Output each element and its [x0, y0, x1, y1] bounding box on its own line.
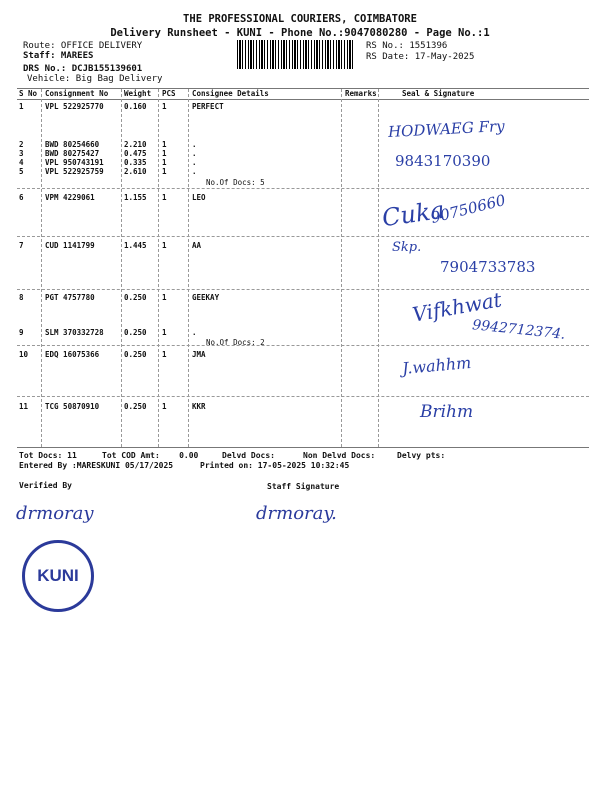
signature-row6-name: Cuka	[380, 195, 447, 233]
vehicle-label: Vehicle: Big Bag Delivery	[27, 74, 163, 84]
row9-sno: 9	[19, 328, 24, 337]
printed-on: Printed on: 17-05-2025 10:32:45	[200, 461, 350, 470]
col-header-seal: Seal & Signature	[402, 89, 475, 98]
signature-row7-name: Skp.	[392, 240, 422, 255]
row6-consignment: VPM 4229061	[45, 193, 95, 202]
verified-by-label: Verified By	[19, 481, 72, 490]
row11-pcs: 1	[162, 402, 167, 411]
row10-weight: 0.250	[124, 350, 147, 359]
row2-consignment: BWD 80254660	[45, 140, 100, 149]
signature-row1-name: HODWAEG Fry	[387, 116, 506, 142]
row3-consignment: BWD 80275427	[45, 149, 100, 158]
col-header-sno: S No	[19, 89, 38, 98]
staff-signature-label: Staff Signature	[267, 482, 340, 491]
row1-weight: 0.160	[124, 102, 147, 111]
signature-row6-phone: 90750660	[428, 191, 508, 227]
col-header-consignment: Consignment No	[45, 89, 109, 98]
total-docs: Tot Docs: 11	[19, 451, 77, 460]
row10-consignee: JMA	[192, 350, 206, 359]
row2-pcs: 1	[162, 140, 167, 149]
company-title: THE PROFESSIONAL COURIERS, COIMBATORE	[183, 13, 417, 25]
signature-row8-name: Vifkhwat	[410, 287, 504, 327]
delivered-docs: Delvd Docs:	[222, 451, 275, 460]
signature-row8-phone: 9942712374.	[471, 317, 567, 343]
row3-pcs: 1	[162, 149, 167, 158]
row6-sno: 6	[19, 193, 24, 202]
delivery-points: Delvy pts:	[397, 451, 446, 460]
kuni-stamp	[22, 540, 94, 612]
row7-sno: 7	[19, 241, 24, 250]
row8-weight: 0.250	[124, 293, 147, 302]
row5-pcs: 1	[162, 167, 167, 176]
row7-consignment: CUD 1141799	[45, 241, 95, 250]
signature-row1-phone: 9843170390	[395, 152, 491, 170]
row4-consignee: .	[192, 158, 197, 167]
row2-consignee: .	[192, 140, 197, 149]
row3-consignee: .	[192, 149, 197, 158]
row6-pcs: 1	[162, 193, 167, 202]
row10-sno: 10	[19, 350, 29, 359]
staff-label: Staff: MAREES	[23, 51, 94, 61]
drs-number: DRS No.: DCJB155139601	[23, 64, 143, 74]
entered-by: Entered By :MARESKUNI 05/17/2025	[19, 461, 174, 470]
row4-sno: 4	[19, 158, 24, 167]
row10-pcs: 1	[162, 350, 167, 359]
row9-pcs: 1	[162, 328, 167, 337]
row11-consignment: TCG 50870910	[45, 402, 100, 411]
row9-consignee: .	[192, 328, 197, 337]
row11-consignee: KKR	[192, 402, 206, 411]
row10-consignment: EDQ 16075366	[45, 350, 100, 359]
col-header-consignee: Consignee Details	[192, 89, 269, 98]
row2-sno: 2	[19, 140, 24, 149]
row9-weight: 0.250	[124, 328, 147, 337]
row6-consignee: LEO	[192, 193, 206, 202]
col-header-remarks: Remarks	[345, 89, 377, 98]
group-docs-note-2: No.Of Docs: 2	[206, 338, 265, 347]
row1-pcs: 1	[162, 102, 167, 111]
total-cod-amount: Tot COD Amt: 0.00	[102, 451, 199, 460]
row7-consignee: AA	[192, 241, 202, 250]
col-header-pcs: PCS	[162, 89, 176, 98]
row7-weight: 1.445	[124, 241, 147, 250]
row5-weight: 2.610	[124, 167, 147, 176]
staff-signature: drmoray.	[256, 503, 337, 524]
row11-sno: 11	[19, 402, 29, 411]
row5-sno: 5	[19, 167, 24, 176]
row4-consignment: VPL 950743191	[45, 158, 104, 167]
row2-weight: 2.210	[124, 140, 147, 149]
row1-consignee: PERFECT	[192, 102, 224, 111]
signature-row7-phone: 7904733783	[440, 258, 536, 276]
row8-pcs: 1	[162, 293, 167, 302]
rs-date: RS Date: 17-May-2025	[366, 52, 475, 62]
route-label: Route: OFFICE DELIVERY	[23, 41, 143, 51]
group-docs-note-1: No.Of Docs: 5	[206, 178, 265, 187]
row6-weight: 1.155	[124, 193, 147, 202]
row8-consignee: GEEKAY	[192, 293, 220, 302]
row4-pcs: 1	[162, 158, 167, 167]
non-delivered-docs: Non Delvd Docs:	[303, 451, 376, 460]
row5-consignment: VPL 522925759	[45, 167, 104, 176]
row8-sno: 8	[19, 293, 24, 302]
signature-row10: J.wahhm	[401, 353, 472, 378]
signature-row11: Brihm	[420, 402, 474, 422]
row5-consignee: .	[192, 167, 197, 176]
barcode	[237, 40, 355, 69]
row8-consignment: PGT 4757780	[45, 293, 95, 302]
verified-signature: drmoray	[16, 503, 94, 524]
row3-weight: 0.475	[124, 149, 147, 158]
stamp-text: KUNI	[37, 566, 79, 585]
col-header-weight: Weight	[124, 89, 152, 98]
row1-consignment: VPL 522925770	[45, 102, 104, 111]
runsheet-subtitle: Delivery Runsheet - KUNI - Phone No.:9047080280 - Page No.:1	[110, 27, 490, 39]
row1-sno: 1	[19, 102, 24, 111]
row7-pcs: 1	[162, 241, 167, 250]
row3-sno: 3	[19, 149, 24, 158]
row9-consignment: SLM 370332728	[45, 328, 104, 337]
rs-number: RS No.: 1551396	[366, 41, 448, 51]
row11-weight: 0.250	[124, 402, 147, 411]
row4-weight: 0.335	[124, 158, 147, 167]
